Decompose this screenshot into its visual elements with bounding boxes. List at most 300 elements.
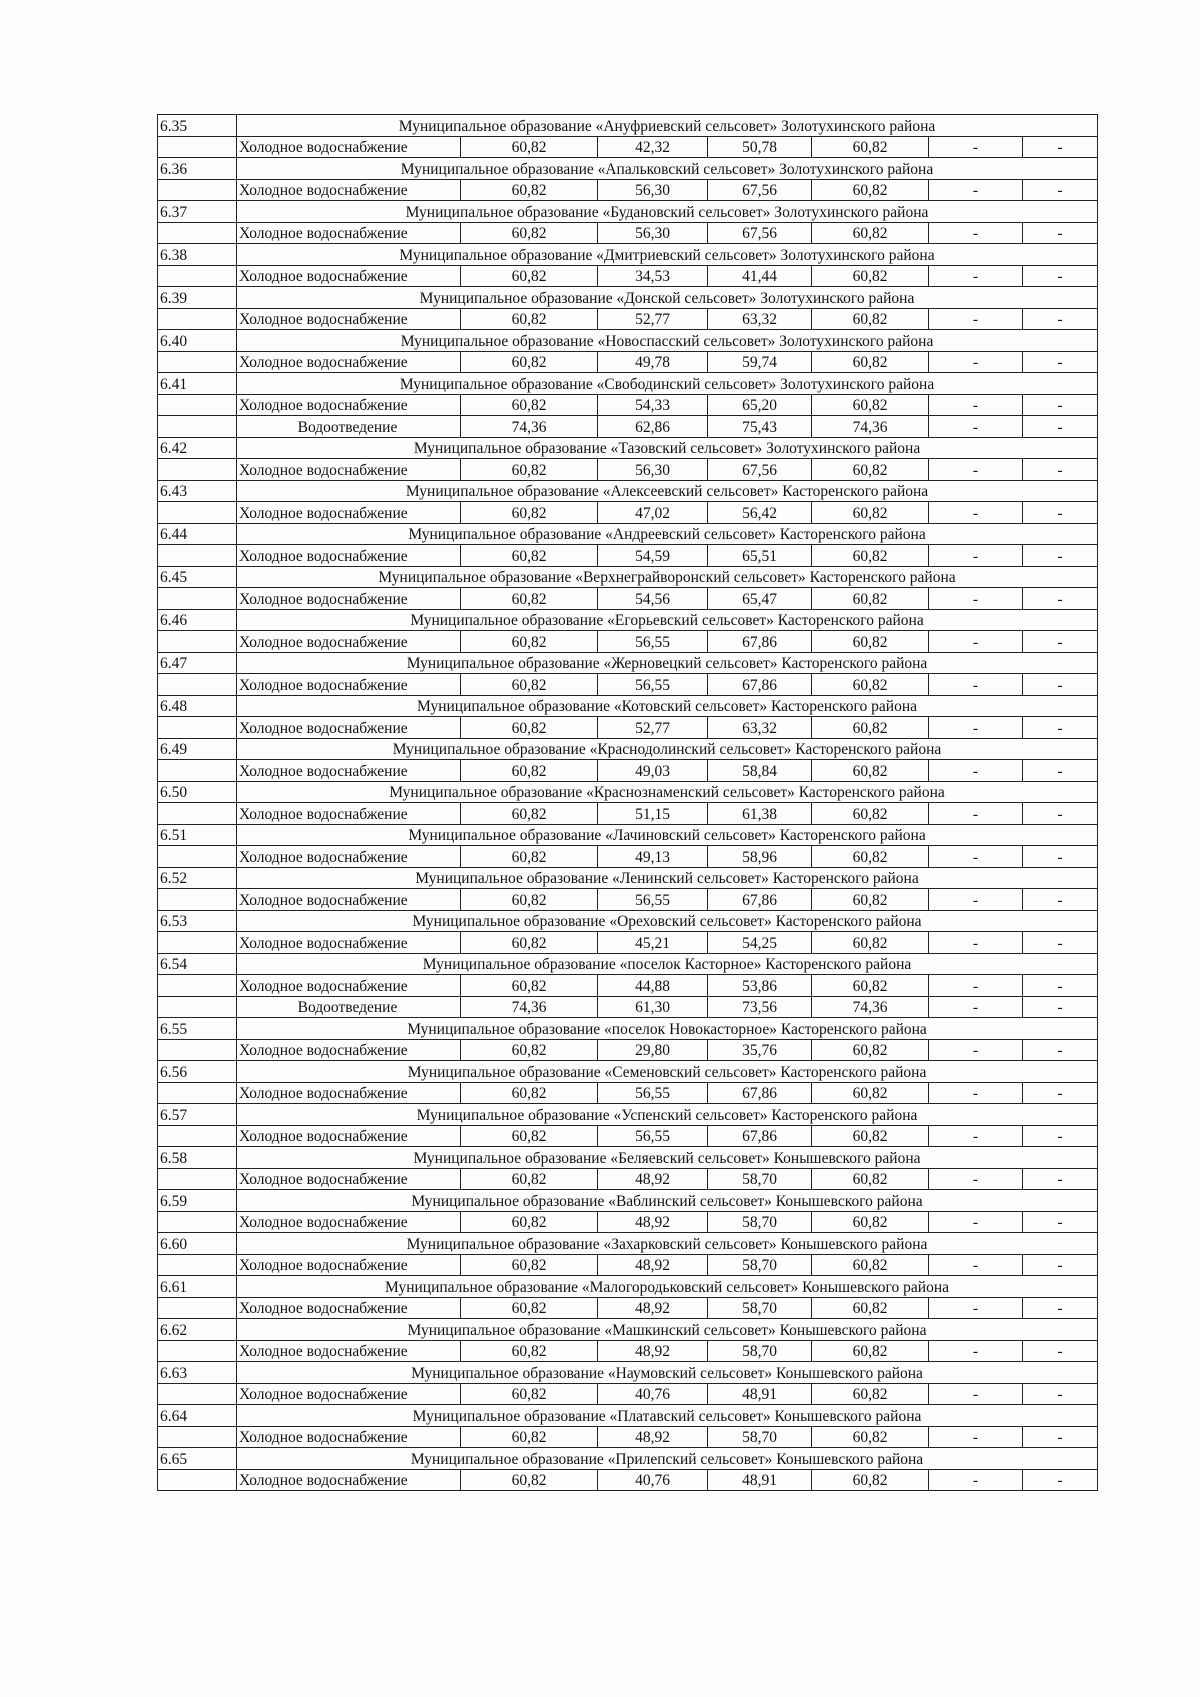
service-row — [158, 1426, 1098, 1448]
tariff-value-col-6: - — [1023, 803, 1098, 825]
tariff-value-col-6: - — [1023, 416, 1098, 438]
tariff-value-col-2: 29,80 — [598, 1039, 708, 1061]
tariff-value-col-4: 60,82 — [812, 1125, 929, 1147]
tariff-value-col-6: - — [1023, 179, 1098, 201]
row-number: 6.46 — [158, 609, 237, 631]
service-name: Холодное водоснабжение — [237, 717, 461, 739]
tariff-value-col-1: 60,82 — [461, 265, 598, 287]
tariff-value-col-6: - — [1023, 846, 1098, 868]
service-row — [158, 717, 1098, 739]
tariff-value-col-6: - — [1023, 1211, 1098, 1233]
tariff-value-col-3: 41,44 — [708, 265, 812, 287]
tariff-value-col-5: - — [929, 416, 1023, 438]
tariff-value-col-5: - — [929, 846, 1023, 868]
tariff-value-col-2: 48,92 — [598, 1254, 708, 1276]
tariff-value-col-4: 60,82 — [812, 1254, 929, 1276]
municipality-title: Муниципальное образование «поселок Новокасторное» Касторенского района — [237, 1018, 1098, 1040]
tariff-value-col-2: 40,76 — [598, 1383, 708, 1405]
row-number: 6.45 — [158, 566, 237, 588]
service-name: Холодное водоснабжение — [237, 394, 461, 416]
tariff-value-col-5: - — [929, 1297, 1023, 1319]
municipality-header-row — [158, 244, 1098, 266]
municipality-title: Муниципальное образование «Новоспасский сельсовет» Золотухинского района — [237, 330, 1098, 352]
tariff-value-col-2: 34,53 — [598, 265, 708, 287]
tariff-value-col-1: 60,82 — [461, 222, 598, 244]
empty-number-cell — [158, 308, 237, 330]
service-name: Холодное водоснабжение — [237, 975, 461, 997]
municipality-header-row — [158, 1147, 1098, 1169]
tariff-value-col-4: 60,82 — [812, 459, 929, 481]
service-row — [158, 545, 1098, 567]
row-number: 6.60 — [158, 1233, 237, 1255]
tariff-value-col-2: 49,13 — [598, 846, 708, 868]
tariff-value-col-3: 58,70 — [708, 1297, 812, 1319]
tariff-value-col-6: - — [1023, 136, 1098, 158]
row-number: 6.58 — [158, 1147, 237, 1169]
municipality-title: Муниципальное образование «Жерновецкий сельсовет» Касторенского района — [237, 652, 1098, 674]
tariff-value-col-6: - — [1023, 1254, 1098, 1276]
tariff-value-col-3: 67,86 — [708, 631, 812, 653]
service-name: Холодное водоснабжение — [237, 588, 461, 610]
empty-number-cell — [158, 717, 237, 739]
tariff-value-col-3: 65,20 — [708, 394, 812, 416]
municipality-title: Муниципальное образование «Тазовский сельсовет» Золотухинского района — [237, 437, 1098, 459]
tariff-value-col-2: 61,30 — [598, 996, 708, 1018]
tariff-value-col-3: 56,42 — [708, 502, 812, 524]
service-name: Холодное водоснабжение — [237, 760, 461, 782]
municipality-header-row — [158, 824, 1098, 846]
tariff-value-col-4: 74,36 — [812, 996, 929, 1018]
tariff-value-col-3: 58,84 — [708, 760, 812, 782]
tariff-value-col-5: - — [929, 975, 1023, 997]
row-number: 6.40 — [158, 330, 237, 352]
tariff-value-col-6: - — [1023, 1383, 1098, 1405]
tariff-value-col-6: - — [1023, 394, 1098, 416]
service-name: Холодное водоснабжение — [237, 179, 461, 201]
tariff-value-col-1: 60,82 — [461, 179, 598, 201]
municipality-header-row — [158, 867, 1098, 889]
tariff-value-col-1: 60,82 — [461, 1211, 598, 1233]
municipality-header-row — [158, 953, 1098, 975]
tariff-value-col-2: 54,56 — [598, 588, 708, 610]
municipality-header-row — [158, 201, 1098, 223]
municipality-header-row — [158, 480, 1098, 502]
tariff-value-col-6: - — [1023, 1426, 1098, 1448]
tariff-value-col-1: 60,82 — [461, 1168, 598, 1190]
empty-number-cell — [158, 502, 237, 524]
municipality-title: Муниципальное образование «Егорьевский сельсовет» Касторенского района — [237, 609, 1098, 631]
tariff-value-col-5: - — [929, 889, 1023, 911]
service-row — [158, 631, 1098, 653]
tariff-value-col-6: - — [1023, 996, 1098, 1018]
service-row — [158, 179, 1098, 201]
row-number: 6.36 — [158, 158, 237, 180]
tariff-value-col-4: 60,82 — [812, 1340, 929, 1362]
tariff-value-col-1: 60,82 — [461, 1125, 598, 1147]
service-row — [158, 222, 1098, 244]
service-row — [158, 1297, 1098, 1319]
tariff-value-col-2: 44,88 — [598, 975, 708, 997]
tariff-value-col-1: 60,82 — [461, 717, 598, 739]
municipality-title: Муниципальное образование «Верхнеграйворонский сельсовет» Касторенского района — [237, 566, 1098, 588]
row-number: 6.39 — [158, 287, 237, 309]
municipality-title: Муниципальное образование «Прилепский сельсовет» Конышевского района — [237, 1448, 1098, 1470]
municipality-title: Муниципальное образование «Беляевский сельсовет» Конышевского района — [237, 1147, 1098, 1169]
tariff-value-col-2: 48,92 — [598, 1211, 708, 1233]
tariff-value-col-6: - — [1023, 459, 1098, 481]
tariff-value-col-5: - — [929, 1426, 1023, 1448]
service-row — [158, 588, 1098, 610]
municipality-header-row — [158, 609, 1098, 631]
empty-number-cell — [158, 1297, 237, 1319]
municipality-header-row — [158, 1190, 1098, 1212]
service-name: Холодное водоснабжение — [237, 1340, 461, 1362]
empty-number-cell — [158, 1469, 237, 1491]
tariff-value-col-4: 60,82 — [812, 1383, 929, 1405]
row-number: 6.47 — [158, 652, 237, 674]
tariff-value-col-5: - — [929, 459, 1023, 481]
tariff-value-col-2: 48,92 — [598, 1297, 708, 1319]
service-row — [158, 351, 1098, 373]
municipality-header-row — [158, 1319, 1098, 1341]
tariff-value-col-3: 58,70 — [708, 1168, 812, 1190]
tariff-value-col-5: - — [929, 351, 1023, 373]
empty-number-cell — [158, 1211, 237, 1233]
service-name: Водоотведение — [237, 416, 461, 438]
tariff-value-col-5: - — [929, 394, 1023, 416]
municipality-title: Муниципальное образование «Ануфриевский сельсовет» Золотухинского района — [237, 115, 1098, 137]
tariff-value-col-4: 60,82 — [812, 351, 929, 373]
tariff-value-col-2: 56,55 — [598, 674, 708, 696]
tariff-value-col-1: 60,82 — [461, 351, 598, 373]
tariff-value-col-3: 67,86 — [708, 674, 812, 696]
empty-number-cell — [158, 674, 237, 696]
tariff-value-col-1: 60,82 — [461, 394, 598, 416]
service-name: Холодное водоснабжение — [237, 1469, 461, 1491]
municipality-title: Муниципальное образование «Платавский сельсовет» Конышевского района — [237, 1405, 1098, 1427]
service-name: Водоотведение — [237, 996, 461, 1018]
tariff-value-col-4: 60,82 — [812, 674, 929, 696]
tariff-value-col-6: - — [1023, 265, 1098, 287]
tariff-value-col-2: 56,55 — [598, 1125, 708, 1147]
tariff-value-col-3: 61,38 — [708, 803, 812, 825]
tariff-value-col-6: - — [1023, 1039, 1098, 1061]
tariff-value-col-4: 60,82 — [812, 545, 929, 567]
row-number: 6.65 — [158, 1448, 237, 1470]
row-number: 6.41 — [158, 373, 237, 395]
row-number: 6.54 — [158, 953, 237, 975]
service-row — [158, 1125, 1098, 1147]
service-row — [158, 1469, 1098, 1491]
service-row — [158, 502, 1098, 524]
tariff-value-col-4: 74,36 — [812, 416, 929, 438]
tariff-value-col-5: - — [929, 1340, 1023, 1362]
tariff-value-col-1: 60,82 — [461, 502, 598, 524]
tariff-value-col-3: 54,25 — [708, 932, 812, 954]
service-row — [158, 1039, 1098, 1061]
municipality-title: Муниципальное образование «Лачиновский сельсовет» Касторенского района — [237, 824, 1098, 846]
service-name: Холодное водоснабжение — [237, 803, 461, 825]
tariff-value-col-6: - — [1023, 502, 1098, 524]
tariff-value-col-4: 60,82 — [812, 1426, 929, 1448]
row-number: 6.61 — [158, 1276, 237, 1298]
tariff-value-col-4: 60,82 — [812, 717, 929, 739]
municipality-header-row — [158, 158, 1098, 180]
tariff-value-col-1: 60,82 — [461, 932, 598, 954]
row-number: 6.63 — [158, 1362, 237, 1384]
municipality-header-row — [158, 1276, 1098, 1298]
tariff-value-col-6: - — [1023, 717, 1098, 739]
service-row — [158, 416, 1098, 438]
tariff-value-col-6: - — [1023, 588, 1098, 610]
municipality-title: Муниципальное образование «Малогородьковский сельсовет» Конышевского района — [237, 1276, 1098, 1298]
empty-number-cell — [158, 265, 237, 287]
empty-number-cell — [158, 394, 237, 416]
row-number: 6.50 — [158, 781, 237, 803]
service-row — [158, 1168, 1098, 1190]
municipality-header-row — [158, 910, 1098, 932]
tariff-value-col-1: 60,82 — [461, 459, 598, 481]
municipality-title: Муниципальное образование «Машкинский сельсовет» Конышевского района — [237, 1319, 1098, 1341]
tariff-value-col-5: - — [929, 1125, 1023, 1147]
tariff-value-col-6: - — [1023, 1340, 1098, 1362]
service-row — [158, 1383, 1098, 1405]
tariff-value-col-6: - — [1023, 308, 1098, 330]
municipality-header-row — [158, 1018, 1098, 1040]
row-number: 6.56 — [158, 1061, 237, 1083]
tariff-value-col-5: - — [929, 136, 1023, 158]
tariff-value-col-1: 60,82 — [461, 889, 598, 911]
tariff-value-col-5: - — [929, 1211, 1023, 1233]
empty-number-cell — [158, 545, 237, 567]
empty-number-cell — [158, 932, 237, 954]
tariff-value-col-3: 63,32 — [708, 717, 812, 739]
empty-number-cell — [158, 846, 237, 868]
municipality-header-row — [158, 566, 1098, 588]
row-number: 6.42 — [158, 437, 237, 459]
tariff-value-col-1: 60,82 — [461, 588, 598, 610]
tariff-value-col-1: 60,82 — [461, 631, 598, 653]
row-number: 6.57 — [158, 1104, 237, 1126]
tariff-value-col-5: - — [929, 1082, 1023, 1104]
service-name: Холодное водоснабжение — [237, 1039, 461, 1061]
empty-number-cell — [158, 1383, 237, 1405]
tariff-value-col-6: - — [1023, 674, 1098, 696]
municipality-header-row — [158, 373, 1098, 395]
tariff-value-col-3: 48,91 — [708, 1383, 812, 1405]
tariff-value-col-4: 60,82 — [812, 1469, 929, 1491]
municipality-header-row — [158, 523, 1098, 545]
empty-number-cell — [158, 222, 237, 244]
tariff-value-col-4: 60,82 — [812, 1211, 929, 1233]
empty-number-cell — [158, 588, 237, 610]
tariff-value-col-6: - — [1023, 889, 1098, 911]
empty-number-cell — [158, 459, 237, 481]
row-number: 6.53 — [158, 910, 237, 932]
tariff-value-col-1: 60,82 — [461, 674, 598, 696]
tariff-value-col-1: 60,82 — [461, 1254, 598, 1276]
tariff-value-col-3: 73,56 — [708, 996, 812, 1018]
service-row — [158, 760, 1098, 782]
tariff-value-col-4: 60,82 — [812, 932, 929, 954]
tariff-value-col-5: - — [929, 545, 1023, 567]
service-row — [158, 932, 1098, 954]
tariff-value-col-5: - — [929, 996, 1023, 1018]
service-row — [158, 136, 1098, 158]
tariff-value-col-2: 52,77 — [598, 308, 708, 330]
tariff-value-col-1: 60,82 — [461, 136, 598, 158]
tariff-value-col-6: - — [1023, 1469, 1098, 1491]
tariff-value-col-3: 65,47 — [708, 588, 812, 610]
tariff-value-col-2: 56,55 — [598, 1082, 708, 1104]
tariff-value-col-2: 56,30 — [598, 179, 708, 201]
row-number: 6.62 — [158, 1319, 237, 1341]
service-row — [158, 1340, 1098, 1362]
row-number: 6.52 — [158, 867, 237, 889]
municipality-title: Муниципальное образование «Дмитриевский сельсовет» Золотухинского района — [237, 244, 1098, 266]
tariff-value-col-1: 60,82 — [461, 760, 598, 782]
service-row — [158, 996, 1098, 1018]
tariff-value-col-3: 67,86 — [708, 1082, 812, 1104]
row-number: 6.55 — [158, 1018, 237, 1040]
service-name: Холодное водоснабжение — [237, 1082, 461, 1104]
service-row — [158, 889, 1098, 911]
municipality-title: Муниципальное образование «Апальковский сельсовет» Золотухинского района — [237, 158, 1098, 180]
tariff-value-col-1: 60,82 — [461, 1469, 598, 1491]
tariff-value-col-5: - — [929, 265, 1023, 287]
tariff-value-col-5: - — [929, 308, 1023, 330]
municipality-title: Муниципальное образование «Алексеевский сельсовет» Касторенского района — [237, 480, 1098, 502]
tariff-value-col-4: 60,82 — [812, 136, 929, 158]
municipality-header-row — [158, 287, 1098, 309]
tariff-value-col-1: 60,82 — [461, 1297, 598, 1319]
tariff-value-col-5: - — [929, 631, 1023, 653]
service-name: Холодное водоснабжение — [237, 502, 461, 524]
tariff-value-col-2: 40,76 — [598, 1469, 708, 1491]
empty-number-cell — [158, 1254, 237, 1276]
service-name: Холодное водоснабжение — [237, 1426, 461, 1448]
service-name: Холодное водоснабжение — [237, 631, 461, 653]
row-number: 6.37 — [158, 201, 237, 223]
service-row — [158, 459, 1098, 481]
service-name: Холодное водоснабжение — [237, 222, 461, 244]
municipality-header-row — [158, 115, 1098, 137]
municipality-header-row — [158, 1448, 1098, 1470]
tariff-value-col-1: 60,82 — [461, 1082, 598, 1104]
service-name: Холодное водоснабжение — [237, 674, 461, 696]
tariff-value-col-3: 58,70 — [708, 1340, 812, 1362]
tariff-value-col-5: - — [929, 588, 1023, 610]
service-row — [158, 265, 1098, 287]
tariff-value-col-4: 60,82 — [812, 308, 929, 330]
tariff-value-col-2: 54,33 — [598, 394, 708, 416]
row-number: 6.48 — [158, 695, 237, 717]
service-row — [158, 1211, 1098, 1233]
service-name: Холодное водоснабжение — [237, 136, 461, 158]
tariff-value-col-3: 50,78 — [708, 136, 812, 158]
tariff-value-col-3: 58,70 — [708, 1254, 812, 1276]
tariff-value-col-4: 60,82 — [812, 760, 929, 782]
tariff-value-col-1: 74,36 — [461, 996, 598, 1018]
tariff-value-col-4: 60,82 — [812, 1168, 929, 1190]
tariff-value-col-3: 67,56 — [708, 459, 812, 481]
empty-number-cell — [158, 351, 237, 373]
tariff-value-col-1: 60,82 — [461, 1426, 598, 1448]
tariff-value-col-5: - — [929, 502, 1023, 524]
tariff-value-col-3: 59,74 — [708, 351, 812, 373]
empty-number-cell — [158, 1426, 237, 1448]
tariff-value-col-4: 60,82 — [812, 222, 929, 244]
municipality-header-row — [158, 1233, 1098, 1255]
municipality-title: Муниципальное образование «Ореховский сельсовет» Касторенского района — [237, 910, 1098, 932]
tariff-value-col-2: 54,59 — [598, 545, 708, 567]
service-name: Холодное водоснабжение — [237, 1125, 461, 1147]
service-row — [158, 1082, 1098, 1104]
municipality-header-row — [158, 437, 1098, 459]
empty-number-cell — [158, 1340, 237, 1362]
tariff-value-col-2: 48,92 — [598, 1426, 708, 1448]
tariff-value-col-1: 60,82 — [461, 545, 598, 567]
municipality-title: Муниципальное образование «Котовский сельсовет» Касторенского района — [237, 695, 1098, 717]
tariff-value-col-5: - — [929, 932, 1023, 954]
municipality-title: Муниципальное образование «Ленинский сельсовет» Касторенского района — [237, 867, 1098, 889]
service-name: Холодное водоснабжение — [237, 889, 461, 911]
service-name: Холодное водоснабжение — [237, 545, 461, 567]
tariff-value-col-5: - — [929, 179, 1023, 201]
tariff-value-col-2: 49,78 — [598, 351, 708, 373]
empty-number-cell — [158, 889, 237, 911]
municipality-header-row — [158, 330, 1098, 352]
tariff-value-col-6: - — [1023, 1297, 1098, 1319]
tariff-value-col-4: 60,82 — [812, 631, 929, 653]
service-row — [158, 846, 1098, 868]
service-row — [158, 1254, 1098, 1276]
tariff-value-col-6: - — [1023, 760, 1098, 782]
tariff-value-col-6: - — [1023, 351, 1098, 373]
service-name: Холодное водоснабжение — [237, 1168, 461, 1190]
service-name: Холодное водоснабжение — [237, 459, 461, 481]
tariff-value-col-1: 60,82 — [461, 975, 598, 997]
tariff-value-col-5: - — [929, 1039, 1023, 1061]
tariff-value-col-5: - — [929, 1168, 1023, 1190]
tariff-value-col-3: 35,76 — [708, 1039, 812, 1061]
tariff-value-col-5: - — [929, 674, 1023, 696]
tariff-value-col-4: 60,82 — [812, 889, 929, 911]
tariff-value-col-3: 63,32 — [708, 308, 812, 330]
row-number: 6.44 — [158, 523, 237, 545]
service-name: Холодное водоснабжение — [237, 265, 461, 287]
tariff-value-col-5: - — [929, 760, 1023, 782]
service-name: Холодное водоснабжение — [237, 846, 461, 868]
tariff-value-col-6: - — [1023, 222, 1098, 244]
tariff-table — [157, 114, 1098, 1491]
tariff-value-col-3: 48,91 — [708, 1469, 812, 1491]
tariff-value-col-5: - — [929, 1383, 1023, 1405]
municipality-title: Муниципальное образование «Ваблинский сельсовет» Конышевского района — [237, 1190, 1098, 1212]
municipality-header-row — [158, 1405, 1098, 1427]
municipality-title: Муниципальное образование «Краснодолинский сельсовет» Касторенского района — [237, 738, 1098, 760]
empty-number-cell — [158, 1168, 237, 1190]
tariff-value-col-4: 60,82 — [812, 265, 929, 287]
tariff-value-col-3: 58,96 — [708, 846, 812, 868]
tariff-value-col-3: 58,70 — [708, 1211, 812, 1233]
empty-number-cell — [158, 179, 237, 201]
service-name: Холодное водоснабжение — [237, 1383, 461, 1405]
empty-number-cell — [158, 803, 237, 825]
municipality-header-row — [158, 652, 1098, 674]
municipality-title: Муниципальное образование «Будановский сельсовет» Золотухинского района — [237, 201, 1098, 223]
tariff-value-col-3: 65,51 — [708, 545, 812, 567]
